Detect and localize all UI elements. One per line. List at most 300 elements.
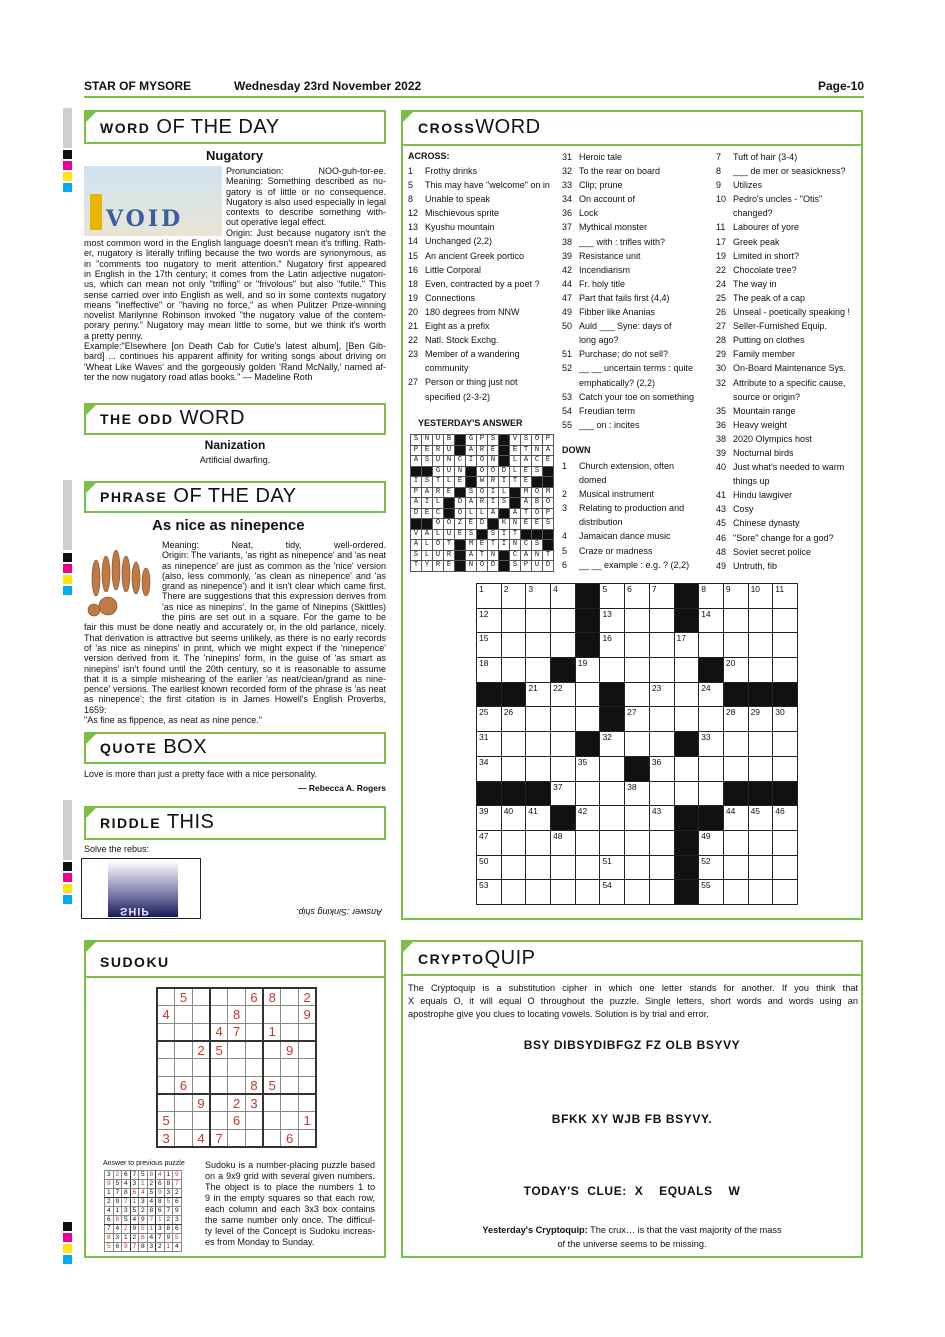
crossword-cell[interactable]: 16 [600, 633, 625, 658]
across-clue [562, 390, 694, 404]
mini-answer-cell: O [433, 540, 444, 551]
crossword-cell[interactable]: 5 [600, 584, 625, 609]
mini-answer-cell: T [510, 477, 521, 488]
crossword-cell[interactable] [526, 633, 551, 658]
clue-number: 2 [562, 489, 568, 500]
crossword-cell[interactable] [551, 855, 576, 880]
crossword-cell[interactable]: 18 [477, 658, 502, 683]
sudoku-cell[interactable] [299, 1130, 317, 1148]
sudoku-cell[interactable]: 5 [175, 988, 193, 1006]
crossword-cell[interactable]: 12 [477, 608, 502, 633]
sudoku-cell[interactable] [228, 1059, 246, 1077]
crossword-cell[interactable] [501, 756, 526, 781]
crossword-cell[interactable]: 14 [699, 608, 724, 633]
mini-answer-cell: E [444, 487, 455, 498]
clue-number: 43 [716, 504, 727, 515]
sudoku-cell[interactable] [245, 1059, 263, 1077]
riddle-answer: Answer :Sinking ship. [296, 907, 383, 917]
crossword-cell[interactable]: 6 [625, 584, 650, 609]
color-swatch [63, 183, 72, 192]
clue-text: This may have "welcome" on in [425, 180, 550, 191]
sudoku-cell[interactable] [175, 1059, 193, 1077]
sudoku-cell[interactable] [245, 1130, 263, 1148]
sudoku-cell[interactable] [299, 1094, 317, 1112]
crossword-cell[interactable] [501, 830, 526, 855]
crossword-cell[interactable] [723, 880, 748, 905]
crossword-black-cell [773, 781, 798, 806]
crossword-cell[interactable] [625, 658, 650, 683]
across-clue [408, 333, 550, 347]
sudoku-cell[interactable] [157, 1059, 175, 1077]
clue-text: long ago? [579, 335, 619, 346]
crossword-cell[interactable] [699, 781, 724, 806]
sudoku-cell[interactable] [175, 1006, 193, 1024]
sudoku-cell[interactable] [228, 1130, 246, 1148]
crossword-cell[interactable]: 55 [699, 880, 724, 905]
crossword-cell[interactable]: 35 [575, 756, 600, 781]
sudoku-cell[interactable]: 6 [228, 1112, 246, 1130]
across-clue [562, 206, 694, 220]
clue-text: Family member [733, 349, 796, 360]
sudoku-cell[interactable] [281, 1006, 299, 1024]
sudoku-cell[interactable] [210, 988, 228, 1006]
sudoku-cell[interactable]: 8 [228, 1006, 246, 1024]
crossword-cell[interactable]: 47 [477, 830, 502, 855]
crossword-cell[interactable]: 39 [477, 806, 502, 831]
crossword-cell[interactable] [625, 806, 650, 831]
sudoku-cell[interactable]: 7 [228, 1023, 246, 1041]
crossword-cell[interactable] [748, 855, 773, 880]
mini-answer-cell: A [521, 498, 532, 509]
clue-number: 15 [408, 250, 419, 261]
prev-sudoku-cell: 8 [164, 1180, 173, 1189]
sudoku-cell[interactable]: 9 [192, 1094, 210, 1112]
crossword-cell[interactable] [575, 830, 600, 855]
crossword-cell[interactable] [649, 707, 674, 732]
prev-sudoku-cell: 4 [105, 1207, 114, 1216]
crossword-cell[interactable]: 17 [674, 633, 699, 658]
down-clue [562, 459, 689, 473]
down-label: DOWN [562, 445, 591, 455]
sudoku-cell[interactable]: 6 [245, 988, 263, 1006]
crossword-cell[interactable] [625, 633, 650, 658]
crossword-cell[interactable] [526, 707, 551, 732]
sudoku-cell[interactable] [210, 1094, 228, 1112]
sudoku-cell[interactable]: 6 [281, 1130, 299, 1148]
sudoku-cell[interactable] [157, 988, 175, 1006]
page-number: Page-10 [818, 79, 865, 93]
crossword-cell[interactable] [773, 880, 798, 905]
crossword-cell[interactable]: 4 [551, 584, 576, 609]
sudoku-cell[interactable] [192, 1059, 210, 1077]
crossword-cell[interactable] [600, 781, 625, 806]
crossword-cell[interactable]: 36 [649, 756, 674, 781]
sudoku-cell[interactable] [281, 1059, 299, 1077]
sudoku-cell[interactable]: 5 [210, 1041, 228, 1059]
sudoku-cell[interactable]: 1 [299, 1112, 317, 1130]
sudoku-cell[interactable] [263, 1130, 281, 1148]
crossword-cell[interactable] [723, 830, 748, 855]
crossword-cell[interactable]: 22 [551, 682, 576, 707]
crossword-cell[interactable] [526, 880, 551, 905]
crossword-cell[interactable] [551, 732, 576, 757]
mini-black-cell [499, 561, 510, 572]
sudoku-cell[interactable] [228, 1041, 246, 1059]
crossword-cell[interactable]: 9 [723, 584, 748, 609]
crossword-cell[interactable] [674, 658, 699, 683]
mini-answer-cell: I [499, 477, 510, 488]
crossword-cell[interactable] [600, 756, 625, 781]
mini-answer-cell: U [433, 550, 444, 561]
crossword-cell[interactable]: 7 [649, 584, 674, 609]
crossword-cell[interactable] [526, 855, 551, 880]
sudoku-cell[interactable] [210, 1076, 228, 1094]
crossword-cell[interactable] [625, 880, 650, 905]
sudoku-cell[interactable] [281, 1023, 299, 1041]
sudoku-cell[interactable] [299, 1059, 317, 1077]
crossword-cell[interactable] [501, 633, 526, 658]
sudoku-cell[interactable]: 9 [281, 1041, 299, 1059]
sudoku-cell[interactable] [281, 1112, 299, 1130]
sudoku-cell[interactable] [299, 1023, 317, 1041]
clue-number: 54 [562, 405, 573, 416]
crossword-cell[interactable] [649, 855, 674, 880]
crossword-cell[interactable]: 10 [748, 584, 773, 609]
sudoku-cell[interactable] [192, 1006, 210, 1024]
clue-number: 27 [716, 321, 727, 332]
crossword-cell[interactable]: 37 [551, 781, 576, 806]
yesterday-cq-label: Yesterday's Cryptoquip: [482, 1225, 588, 1235]
crossword-cell[interactable] [748, 658, 773, 683]
crossword-cell[interactable] [773, 855, 798, 880]
crossword-cell[interactable] [551, 633, 576, 658]
sudoku-cell[interactable] [299, 1041, 317, 1059]
prev-sudoku-cell: 5 [173, 1234, 182, 1243]
clue-number: 13 [408, 222, 419, 233]
sudoku-cell[interactable] [157, 1023, 175, 1041]
crossword-cell[interactable] [551, 880, 576, 905]
sudoku-cell[interactable] [192, 1112, 210, 1130]
crossword-cell[interactable] [649, 880, 674, 905]
crossword-cell[interactable] [526, 732, 551, 757]
clue-text: Cosy [733, 504, 754, 515]
sudoku-cell[interactable] [263, 1041, 281, 1059]
clue-text: Resistance unit [579, 250, 641, 261]
crossword-cell[interactable] [674, 707, 699, 732]
crossword-cell[interactable]: 11 [773, 584, 798, 609]
prev-sudoku-cell: 3 [122, 1207, 131, 1216]
prev-sudoku-cell: 4 [139, 1189, 148, 1198]
sudoku-cell[interactable]: 6 [175, 1076, 193, 1094]
color-swatch [63, 172, 72, 181]
wod-line: Example:"Elsewhere [on Death Cab for Cutie's latest album], [Ben Gib- [84, 341, 386, 352]
prev-sudoku-cell: 4 [156, 1171, 165, 1180]
crossword-cell[interactable]: 41 [526, 806, 551, 831]
wod-line: a pretty penny. [84, 330, 143, 341]
sudoku-cell[interactable] [175, 1112, 193, 1130]
crossword-cell[interactable]: 44 [723, 806, 748, 831]
crossword-cell[interactable]: 45 [748, 806, 773, 831]
crossword-cell[interactable] [699, 756, 724, 781]
prev-sudoku-cell: 6 [139, 1234, 148, 1243]
crossword-cell[interactable]: 32 [600, 732, 625, 757]
prev-sudoku-cell: 7 [156, 1234, 165, 1243]
sudoku-cell[interactable]: 8 [245, 1076, 263, 1094]
sudoku-cell[interactable] [281, 1094, 299, 1112]
clue-text: Eight as a prefix [425, 321, 490, 332]
crossword-cell[interactable] [501, 732, 526, 757]
sudoku-cell[interactable] [228, 988, 246, 1006]
sudoku-cell[interactable] [157, 1094, 175, 1112]
sudoku-cell[interactable] [210, 1112, 228, 1130]
prev-sudoku-cell: 4 [113, 1225, 122, 1234]
crossword-cell[interactable] [625, 732, 650, 757]
crossword-cell[interactable] [699, 707, 724, 732]
crossword-cell[interactable] [600, 658, 625, 683]
crossword-cell[interactable]: 24 [699, 682, 724, 707]
crossword-cell[interactable] [501, 855, 526, 880]
cryptoquip-intro-line: apostrophe give you clues to locating vowels. Solution is by trial and error. [408, 1009, 709, 1019]
crossword-cell[interactable] [526, 830, 551, 855]
crossword-cell[interactable] [674, 682, 699, 707]
crossword-cell[interactable]: 40 [501, 806, 526, 831]
wod-line: bard] ... continues his apparent affinity for writing songs about driving on [84, 351, 386, 362]
crossword-cell[interactable] [575, 682, 600, 707]
crossword-black-cell [674, 855, 699, 880]
crossword-cell[interactable]: 23 [649, 682, 674, 707]
mini-answer-cell: E [521, 466, 532, 477]
mini-black-cell [466, 477, 477, 488]
crossword-cell[interactable]: 50 [477, 855, 502, 880]
crossword-cell[interactable]: 49 [699, 830, 724, 855]
clue-text: Tuft of hair (3-4) [733, 152, 798, 162]
crossword-cell[interactable]: 13 [600, 608, 625, 633]
crossword-cell[interactable] [674, 756, 699, 781]
clue-number: 25 [716, 292, 727, 303]
crossword-cell[interactable] [723, 732, 748, 757]
crossword-cell[interactable]: 28 [723, 707, 748, 732]
sudoku-cell[interactable] [192, 1023, 210, 1041]
crossword-cell[interactable] [773, 732, 798, 757]
sudoku-cell[interactable]: 1 [263, 1023, 281, 1041]
crossword-cell[interactable] [748, 756, 773, 781]
mini-black-cell [422, 466, 433, 477]
color-swatch [63, 1222, 72, 1231]
sudoku-cell[interactable] [263, 1094, 281, 1112]
crossword-cell[interactable]: 52 [699, 855, 724, 880]
crossword-cell[interactable]: 43 [649, 806, 674, 831]
prev-sudoku-cell: 3 [147, 1243, 156, 1252]
crossword-cell[interactable]: 1 [477, 584, 502, 609]
mini-answer-cell: E [455, 529, 466, 540]
crossword-black-cell [625, 756, 650, 781]
crossword-cell[interactable] [748, 608, 773, 633]
mini-answer-cell: E [521, 477, 532, 488]
mini-answer-cell: V [510, 435, 521, 446]
sudoku-cell[interactable]: 2 [228, 1094, 246, 1112]
crossword-cell[interactable]: 33 [699, 732, 724, 757]
crossword-cell[interactable] [723, 756, 748, 781]
crossword-cell[interactable] [699, 633, 724, 658]
crossword-cell[interactable] [748, 633, 773, 658]
sudoku-cell[interactable] [228, 1076, 246, 1094]
crossword-cell[interactable] [773, 830, 798, 855]
sudoku-cell[interactable]: 2 [192, 1041, 210, 1059]
sudoku-cell[interactable] [245, 1112, 263, 1130]
rebus-frame [81, 858, 201, 919]
mini-answer-cell: D [499, 466, 510, 477]
mini-black-cell [532, 529, 543, 540]
sudoku-cell[interactable] [192, 988, 210, 1006]
crossword-cell[interactable] [575, 707, 600, 732]
sudoku-cell[interactable]: 4 [157, 1006, 175, 1024]
sudoku-cell[interactable]: 2 [299, 988, 317, 1006]
crossword-cell[interactable]: 15 [477, 633, 502, 658]
crossword-cell[interactable]: 2 [501, 584, 526, 609]
crossword-black-cell [674, 880, 699, 905]
mini-answer-cell: R [433, 487, 444, 498]
sudoku-cell[interactable]: 3 [157, 1130, 175, 1148]
sudoku-cell[interactable] [175, 1023, 193, 1041]
crossword-cell[interactable] [575, 855, 600, 880]
sudoku-cell[interactable] [157, 1076, 175, 1094]
crossword-cell[interactable]: 31 [477, 732, 502, 757]
crossword-cell[interactable] [501, 658, 526, 683]
crossword-cell[interactable]: 54 [600, 880, 625, 905]
crossword-cell[interactable]: 29 [748, 707, 773, 732]
crossword-cell[interactable] [501, 880, 526, 905]
mini-black-cell [532, 477, 543, 488]
sudoku-cell[interactable]: 5 [157, 1112, 175, 1130]
crossword-black-cell [575, 608, 600, 633]
sudoku-cell[interactable] [157, 1041, 175, 1059]
crossword-cell[interactable]: 19 [575, 658, 600, 683]
sudoku-cell[interactable] [245, 1023, 263, 1041]
sudoku-cell[interactable]: 7 [210, 1130, 228, 1148]
crossword-cell[interactable]: 8 [699, 584, 724, 609]
sudoku-cell[interactable] [175, 1130, 193, 1148]
crossword-cell[interactable] [600, 806, 625, 831]
crossword-cell[interactable] [723, 608, 748, 633]
crossword-cell[interactable] [649, 781, 674, 806]
wod-word: Nugatory [206, 148, 264, 163]
crossword-cell[interactable]: 27 [625, 707, 650, 732]
crossword-cell[interactable] [575, 781, 600, 806]
crossword-cell[interactable] [526, 756, 551, 781]
sudoku-cell[interactable] [192, 1076, 210, 1094]
crossword-cell[interactable]: 25 [477, 707, 502, 732]
crossword-cell[interactable] [551, 707, 576, 732]
crossword-cell[interactable] [625, 682, 650, 707]
crossword-cell[interactable] [551, 756, 576, 781]
crossword-cell[interactable] [748, 880, 773, 905]
crossword-grid[interactable] [476, 583, 798, 905]
crossword-cell[interactable]: 53 [477, 880, 502, 905]
crossword-cell[interactable] [723, 855, 748, 880]
sudoku-cell[interactable] [299, 1076, 317, 1094]
crossword-cell[interactable] [649, 608, 674, 633]
prev-sudoku-cell: 3 [164, 1189, 173, 1198]
crossword-cell[interactable]: 51 [600, 855, 625, 880]
sudoku-cell[interactable]: 5 [263, 1076, 281, 1094]
clue-text: Church extension, often [579, 461, 675, 471]
crossword-cell[interactable]: 46 [773, 806, 798, 831]
crossword-cell[interactable] [501, 608, 526, 633]
prev-sudoku-cell: 7 [130, 1171, 139, 1180]
crossword-cell[interactable] [575, 880, 600, 905]
sudoku-cell[interactable] [175, 1094, 193, 1112]
sudoku-cell[interactable]: 8 [263, 988, 281, 1006]
crossword-cell[interactable] [748, 830, 773, 855]
crossword-cell[interactable]: 26 [501, 707, 526, 732]
sudoku-cell[interactable] [281, 988, 299, 1006]
sudoku-cell[interactable] [263, 1112, 281, 1130]
crossword-cell[interactable] [625, 830, 650, 855]
crossword-cell[interactable] [773, 608, 798, 633]
crossword-cell[interactable]: 42 [575, 806, 600, 831]
crossword-cell[interactable] [649, 732, 674, 757]
crossword-cell[interactable]: 20 [723, 658, 748, 683]
crossword-cell[interactable]: 48 [551, 830, 576, 855]
crossword-cell[interactable] [551, 608, 576, 633]
mini-answer-cell: A [411, 456, 422, 467]
crossword-cell[interactable]: 30 [773, 707, 798, 732]
sudoku-cell[interactable] [245, 1041, 263, 1059]
crossword-cell[interactable] [649, 633, 674, 658]
crossword-black-cell [600, 707, 625, 732]
prev-sudoku-cell: 1 [139, 1180, 148, 1189]
crossword-cell[interactable] [723, 633, 748, 658]
sudoku-cell[interactable] [263, 1006, 281, 1024]
sudoku-cell[interactable] [245, 1006, 263, 1024]
sudoku-cell[interactable] [210, 1059, 228, 1077]
crossword-cell[interactable] [649, 658, 674, 683]
sudoku-grid[interactable] [156, 987, 317, 1148]
crossword-cell[interactable] [748, 732, 773, 757]
crossword-cell[interactable] [674, 781, 699, 806]
crossword-cell[interactable] [773, 756, 798, 781]
crossword-cell[interactable] [600, 830, 625, 855]
crossword-cell[interactable] [625, 855, 650, 880]
sudoku-cell[interactable] [210, 1006, 228, 1024]
mini-answer-cell: O [532, 435, 543, 446]
crossword-cell[interactable] [625, 608, 650, 633]
sudoku-cell[interactable] [281, 1076, 299, 1094]
crossword-cell[interactable]: 3 [526, 584, 551, 609]
sudoku-cell[interactable]: 9 [299, 1006, 317, 1024]
crossword-black-cell [674, 608, 699, 633]
crossword-cell[interactable]: 38 [625, 781, 650, 806]
mini-black-cell [411, 519, 422, 530]
crossword-cell[interactable] [773, 633, 798, 658]
crossword-cell[interactable] [649, 830, 674, 855]
mini-answer-cell: O [488, 466, 499, 477]
sudoku-cell[interactable]: 4 [210, 1023, 228, 1041]
sudoku-cell[interactable]: 4 [192, 1130, 210, 1148]
crossword-cell[interactable] [526, 608, 551, 633]
sudoku-cell[interactable]: 3 [245, 1094, 263, 1112]
clue-text: Auld ___ Syne: days of [579, 321, 672, 332]
crossword-cell[interactable]: 34 [477, 756, 502, 781]
crossword-cell[interactable] [526, 658, 551, 683]
mini-answer-cell: T [433, 477, 444, 488]
crossword-cell[interactable] [773, 658, 798, 683]
prev-sudoku-cell: 6 [156, 1207, 165, 1216]
sudoku-cell[interactable] [263, 1059, 281, 1077]
mini-answer-cell: T [488, 540, 499, 551]
crossword-cell[interactable]: 21 [526, 682, 551, 707]
sudoku-cell[interactable] [175, 1041, 193, 1059]
